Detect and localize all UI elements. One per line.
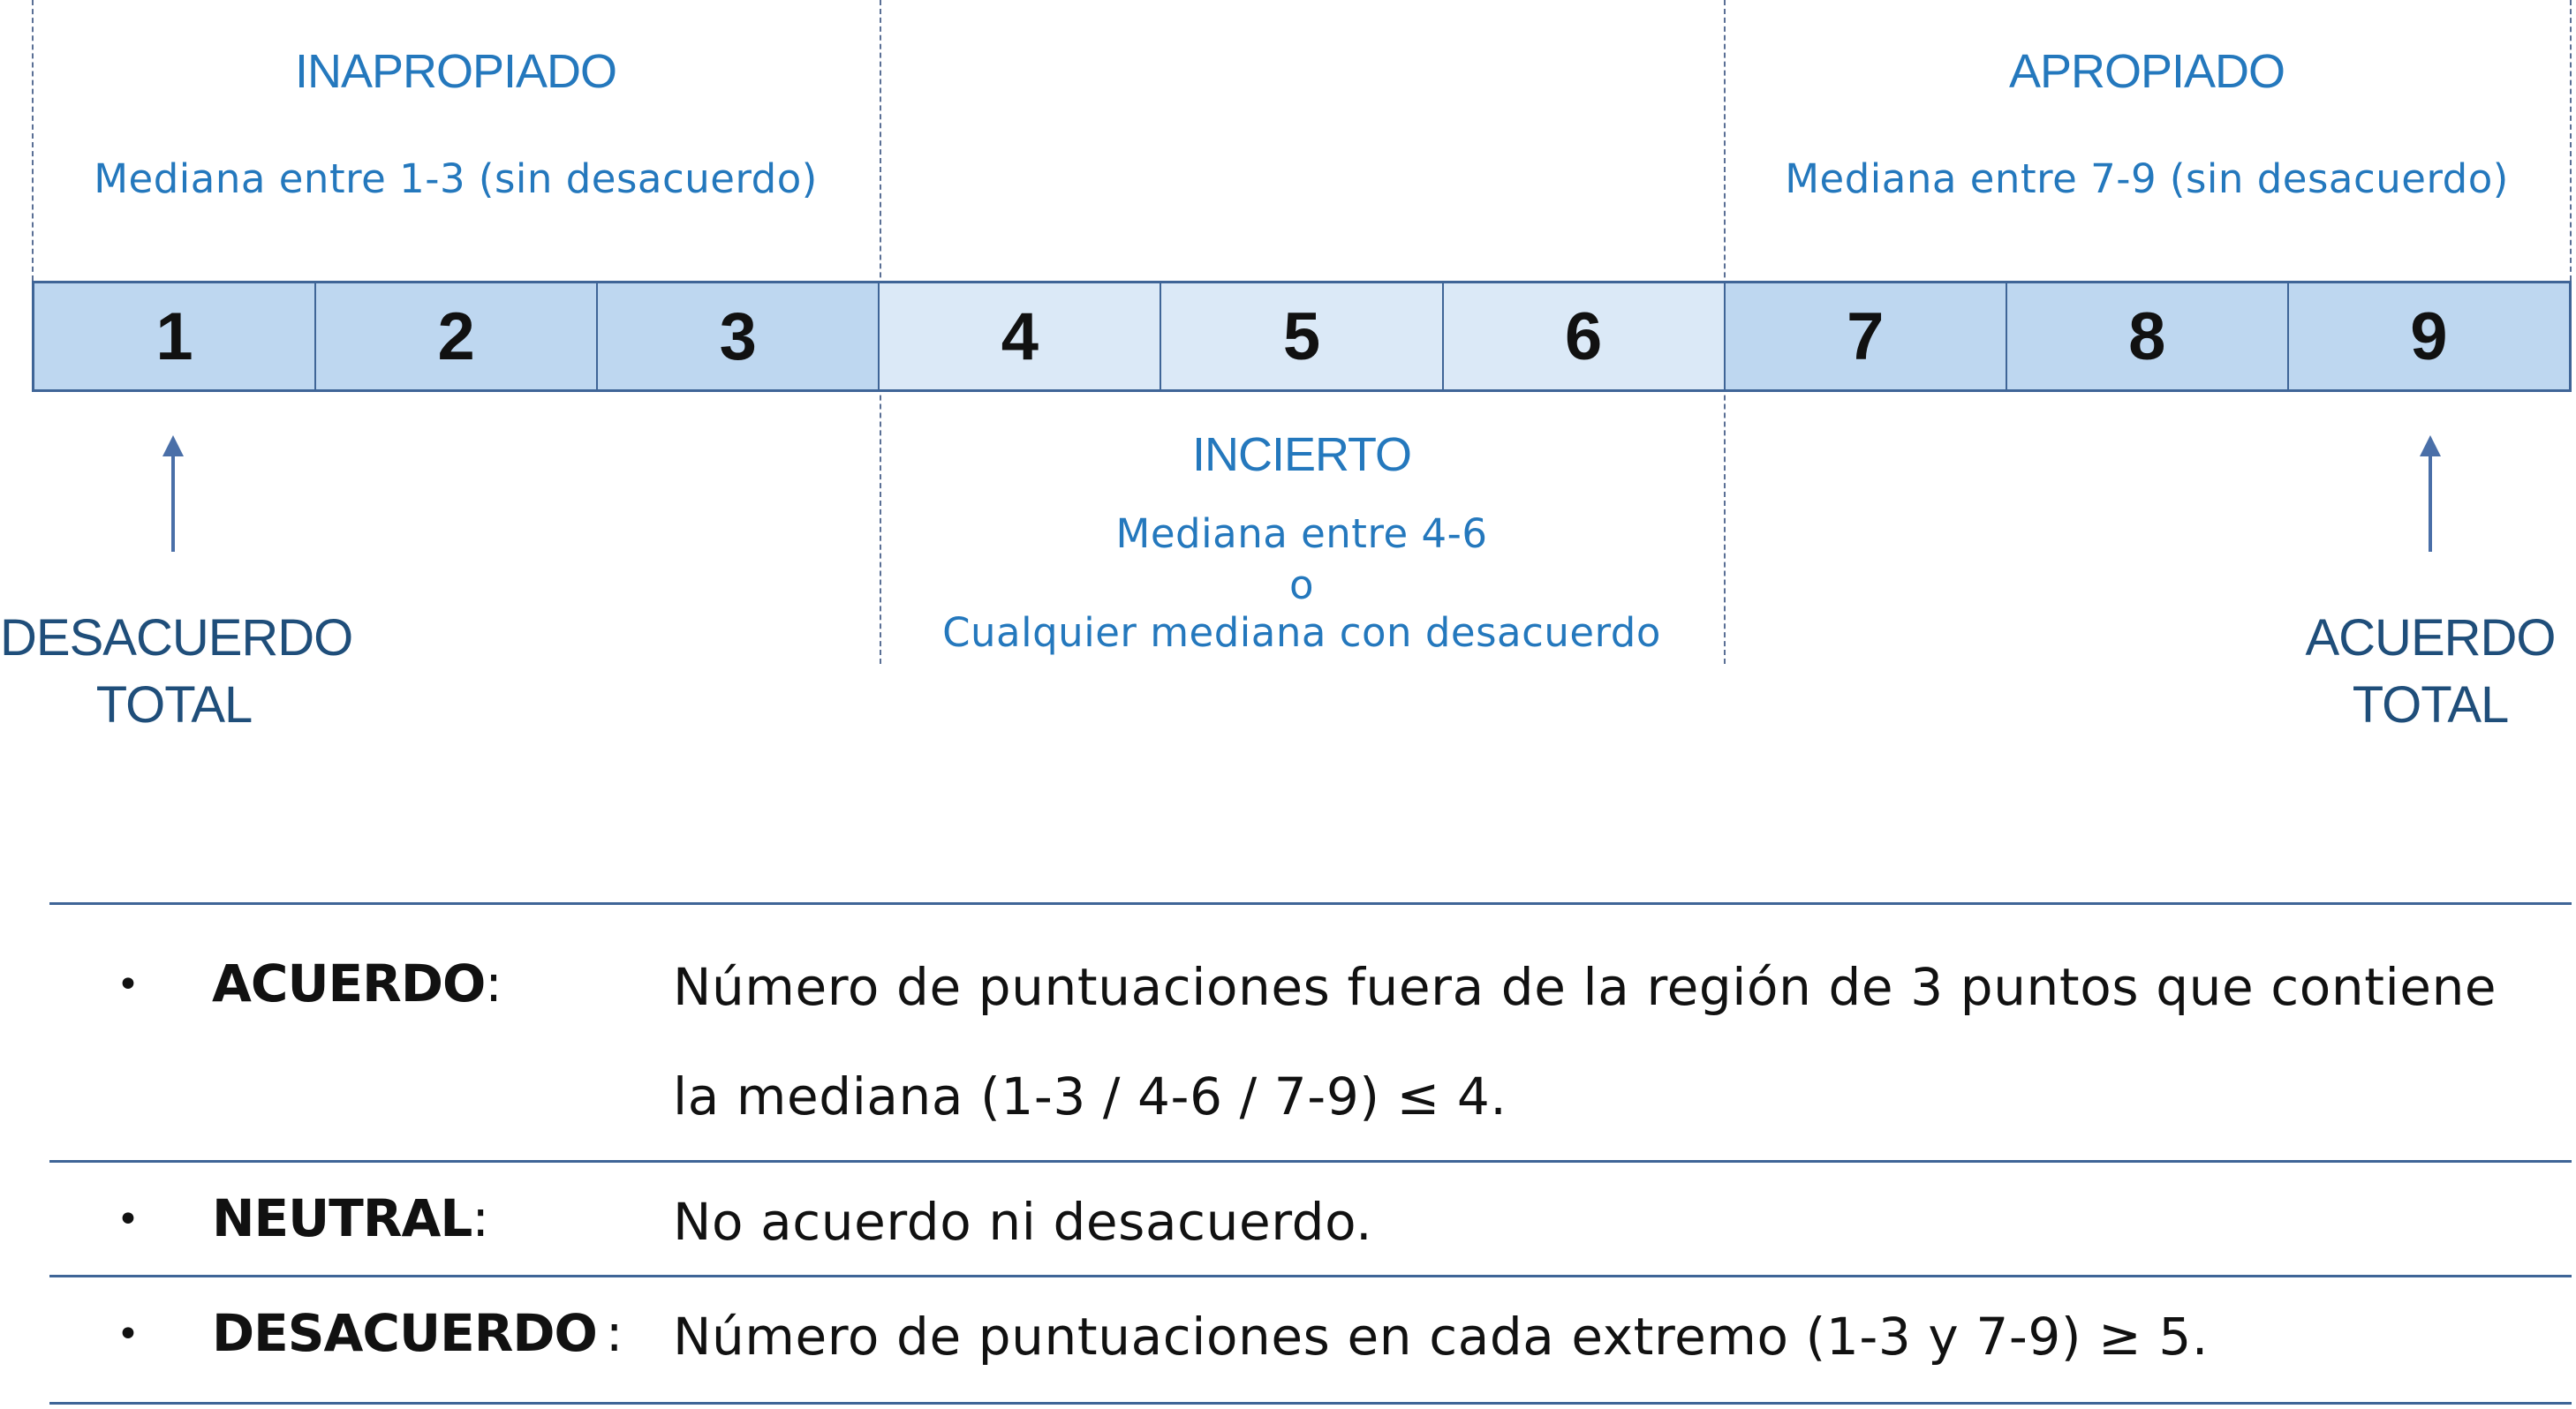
- definition-agreement: [673, 932, 2572, 1151]
- total-agreement-label: [2270, 605, 2576, 739]
- total-disagreement-label: [0, 605, 353, 739]
- uncertain-line-1: Mediana entre 4-6: [1115, 510, 1488, 557]
- bullet-icon: •: [117, 1197, 140, 1242]
- arrow-up-icon-left: [171, 455, 175, 552]
- term-disagreement-name: DESACUERDO: [212, 1303, 597, 1363]
- scale-cell-7: 7: [1726, 283, 2007, 389]
- term-separator: :: [472, 1188, 488, 1248]
- bullet-icon: •: [117, 962, 140, 1007]
- uncertain-line-3: Cualquier mediana con desacuerdo: [942, 609, 1661, 656]
- total-agreement-line-1: ACUERDO: [2305, 609, 2556, 667]
- definition-agreement-line-1: Número de puntuaciones fuera de la región de 3 puntos que contiene: [673, 957, 2497, 1017]
- total-disagreement-line-2: TOTAL: [95, 676, 253, 734]
- total-disagreement-line-1: DESACUERDO: [0, 609, 353, 667]
- appropriate-title: APROPIADO: [2008, 45, 2285, 98]
- inappropriate-title: INAPROPIADO: [294, 45, 617, 98]
- separator-right-edge: [2570, 0, 2572, 281]
- term-disagreement: [212, 1303, 622, 1363]
- scale-cell-4: 4: [880, 283, 1161, 389]
- term-agreement: [212, 953, 502, 1013]
- arrow-up-icon-right: [2429, 455, 2432, 552]
- scale-cell-6: 6: [1444, 283, 1726, 389]
- scale-cell-3: 3: [598, 283, 880, 389]
- inappropriate-subtitle: Mediana entre 1-3 (sin desacuerdo): [94, 155, 818, 202]
- definition-disagreement-line-1: Número de puntuaciones en cada extremo (1-3 y 7-9) ≥ 5.: [673, 1307, 2209, 1367]
- definition-neutral: [673, 1167, 2572, 1277]
- rating-scale: [32, 281, 2572, 392]
- separator-left-edge: [32, 0, 34, 281]
- term-separator: :: [485, 953, 502, 1013]
- scale-cell-5: 5: [1161, 283, 1443, 389]
- bullet-icon: •: [117, 1312, 140, 1357]
- uncertain-title: INCIERTO: [1191, 428, 1412, 481]
- definition-neutral-line-1: No acuerdo ni desacuerdo.: [673, 1192, 1373, 1252]
- term-neutral: [212, 1188, 488, 1248]
- total-agreement-line-2: TOTAL: [2352, 676, 2509, 734]
- scale-cell-2: 2: [316, 283, 598, 389]
- term-neutral-name: NEUTRAL: [212, 1188, 472, 1248]
- uncertain-line-2: o: [1288, 561, 1315, 608]
- scale-cell-8: 8: [2007, 283, 2289, 389]
- appropriate-subtitle: Mediana entre 7-9 (sin desacuerdo): [1785, 155, 2509, 202]
- scale-cell-1: 1: [34, 283, 316, 389]
- definition-disagreement: [673, 1282, 2572, 1391]
- term-separator: :: [605, 1303, 623, 1363]
- scale-cell-9: 9: [2289, 283, 2569, 389]
- definition-agreement-line-2: la mediana (1-3 / 4-6 / 7-9) ≤ 4.: [673, 1066, 1507, 1126]
- table-rule-top: [49, 902, 2572, 905]
- table-rule-1: [49, 1160, 2572, 1163]
- table-rule-bottom: [49, 1402, 2572, 1405]
- term-agreement-name: ACUERDO: [212, 953, 486, 1013]
